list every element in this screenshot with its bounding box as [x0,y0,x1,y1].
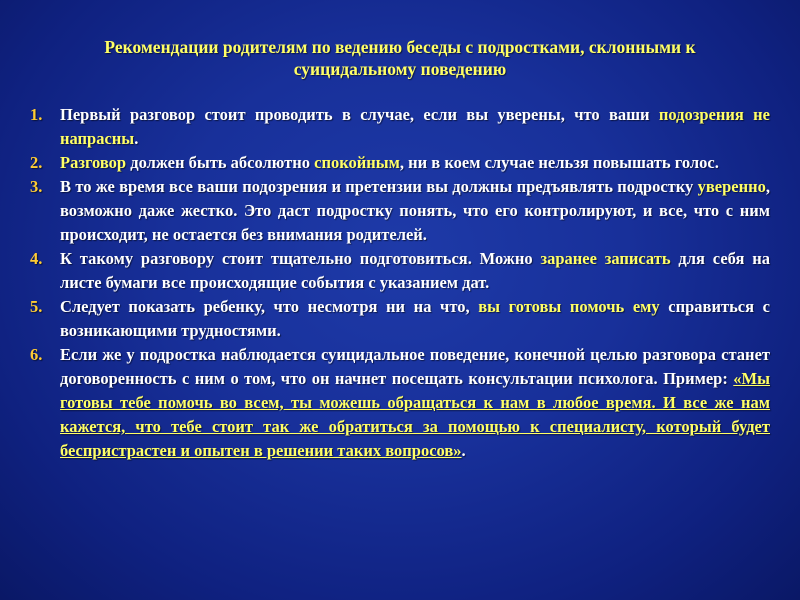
list-item [30,295,770,343]
item-text: , ни в коем случае нельзя повышать голос. [399,153,719,172]
list-item [30,103,770,151]
item-text: К такому разговору стоит тщательно подготовиться. Можно [60,249,541,268]
item-text: . [461,441,466,460]
item-highlight: Разговор [60,153,127,172]
item-number: 2. [30,153,43,172]
item-text: Следует показать ребенку, что несмотря ни на что, [60,297,479,316]
item-number: 3. [30,177,43,196]
recommendations-list [30,103,770,463]
item-text: В то же время все ваши подозрения и претензии вы должны предъявлять подростку [60,177,698,196]
item-highlight: спокойным [314,153,400,172]
item-highlight: уверенно [697,177,766,196]
item-number: 5. [30,297,43,316]
item-text: Первый разговор стоит проводить в случае, если вы уверены, что ваши [60,105,659,124]
item-text: справиться с возникающими трудностями. [60,297,770,340]
list-item [30,151,770,175]
list-item [30,247,770,295]
example-quote: «Мы готовы тебе помочь во всем, ты можешь обращаться к нам в любое время. И все же нам кажется, что тебе стоит так же обратиться за помощью к специалисту, который будет беспристрастен и опытен в решении таких вопросов» [60,369,770,460]
item-number: 6. [30,345,43,364]
slide-title: Рекомендации родителям по ведению беседы с подростками, склонными к суицидальному поведению [104,37,696,79]
item-number: 4. [30,249,43,268]
item-highlight: подозрения не напрасны [60,105,770,148]
item-text: . [134,129,139,148]
list-item [30,343,770,463]
item-text: , возможно даже жестко. Это даст подростку понять, что его контролируют, и все, что с ним происходит, не остается без внимания родителей. [60,177,770,244]
item-text: должен быть абсолютно [126,153,315,172]
item-highlight: вы готовы помочь ему [478,297,660,316]
item-text: Если же у подростка наблюдается суицидальное поведение, конечной целью разговора станет договоренность с ним о том, что он начнет посещать консультации психолога. Пример: [60,345,770,388]
item-text: для себя на листе бумаги все происходящие события с указанием дат. [60,249,771,292]
item-highlight: заранее записать [540,249,671,268]
item-number: 1. [30,105,43,124]
list-item [30,175,770,247]
